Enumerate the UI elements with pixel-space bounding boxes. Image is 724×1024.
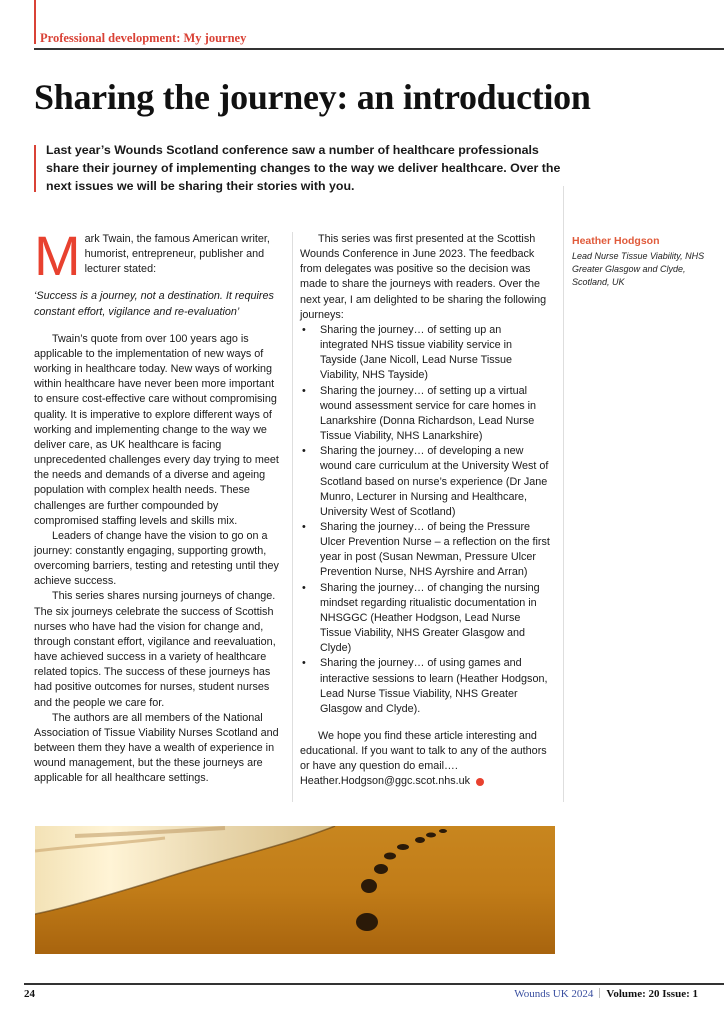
author-box bbox=[572, 235, 722, 289]
closing-text: We hope you find these article interesting and educational. If you want to talk to any of the authors or have any question do email…. bbox=[300, 730, 547, 773]
contact-email[interactable]: Heather.Hodgson@ggc.scot.nhs.uk bbox=[300, 775, 471, 788]
bullet-icon: • bbox=[302, 581, 306, 594]
end-mark-icon bbox=[476, 778, 484, 786]
bullet-icon: • bbox=[302, 657, 306, 670]
page-number: 24 bbox=[24, 988, 35, 1000]
bullet-icon: • bbox=[302, 445, 306, 458]
article-column-2 bbox=[300, 232, 550, 790]
journey-item: • Sharing the journey… of developing a new wound care curriculum at the University West of Scotland based on nurse’s experience (Dr Jane Munro, Lecturer in Nursing and Healthcare, University West of Scotland) bbox=[302, 445, 549, 518]
twain-quote: ‘Success is a journey, not a destination. It requires constant effort, vigilance and re-evaluation’ bbox=[34, 290, 274, 318]
volume-issue: Volume: 20 Issue: 1 bbox=[606, 988, 698, 1000]
footer-journal-info bbox=[514, 988, 698, 1000]
article-column-1 bbox=[34, 224, 284, 786]
column-divider bbox=[292, 232, 293, 802]
footprints-beach-image bbox=[35, 826, 555, 954]
spacer bbox=[300, 717, 550, 729]
standfirst: Last year’s Wounds Scotland conference saw a number of healthcare professionals share their journey of implementing changes to the way we deliver healthcare. Over the next issues we will be sharing their stories with you. bbox=[46, 143, 561, 193]
beach-illustration bbox=[35, 826, 555, 954]
section-label: Professional development: My journey bbox=[40, 31, 247, 45]
author-role: Lead Nurse Tissue Viability, NHS Greater Glasgow and Clyde, Scotland, UK bbox=[572, 251, 705, 287]
bullet-icon: • bbox=[302, 323, 306, 336]
body-paragraph: Leaders of change have the vision to go on a journey: constantly engaging, supporting growth, overcoming barriers, testing and retesting until they achieve success. bbox=[34, 529, 279, 588]
body-paragraph: The authors are all members of the National Association of Tissue Viability Nurses Scotland and between them they have a wealth of experience in wound management, but the these journeys are applicable for all healthcare settings. bbox=[34, 711, 279, 785]
bullet-icon: • bbox=[302, 520, 306, 533]
sidebar-divider bbox=[563, 186, 564, 802]
dropcap: M bbox=[34, 224, 81, 287]
intro-paragraph bbox=[34, 224, 284, 287]
body-paragraph: This series shares nursing journeys of change. The six journeys celebrate the success of Scottish nurses who have had the vision for change and, through constant effort, vigilance and reevaluation, have achieved success in a variety of healthcare related topics. The success of these journeys has had positive outcomes for nurses, student nurses and the people we care for. bbox=[34, 590, 276, 709]
journey-item: • Sharing the journey… of using games and interactive sessions to learn (Heather Hodgson, Lead Nurse Tissue Viability, NHS Greater Glasgow and Clyde). bbox=[302, 657, 548, 715]
intro-text: ark Twain, the famous American writer, humorist, entrepreneur, publisher and lecturer stated: bbox=[84, 233, 270, 276]
standfirst-accent-bar bbox=[34, 145, 36, 192]
journeys-list bbox=[300, 323, 550, 717]
series-intro: This series was first presented at the Scottish Wounds Conference in June 2023. The feedback from delegates was positive so the decision was made to share the journeys with readers. Over the next year, I am delighted to be sharing the following journeys: bbox=[300, 233, 547, 321]
journey-item: • Sharing the journey… of being the Pressure Ulcer Prevention Nurse – a reflection on the first year in post (Susan Newman, Pressure Ulcer Prevention Nurse, NHS Ayrshire and Arran) bbox=[302, 520, 550, 579]
footer-separator bbox=[599, 988, 600, 998]
closing-paragraph bbox=[300, 729, 550, 790]
header-rule bbox=[34, 48, 724, 50]
journal-name: Wounds UK 2024 bbox=[514, 988, 594, 1000]
journey-item: • Sharing the journey… of setting up a virtual wound assessment service for care homes in Lanarkshire (Donna Richardson, Lead Nurse Tissue Viability, NHS Lanarkshire) bbox=[302, 384, 537, 443]
journey-item: • Sharing the journey… of setting up an integrated NHS tissue viability service in Tayside (Jane Nicoll, Lead Nurse Tissue Viability, NHS Tayside) bbox=[302, 323, 513, 382]
footer-rule bbox=[24, 983, 724, 985]
body-paragraph: Twain’s quote from over 100 years ago is applicable to the implementation of new ways of working in healthcare today. New ways of working within healthcare have never been more important to ensure cost-effective care without compromising quality. It is imperative to explore different ways of working and implementing change to the way we deliver care, as UK healthcare is facing unprecedented challenges every day trying to meet the needs and demands of a diverse and ageing population with complex health needs. These challenges are further compounded by compromised staffing levels and skills mix. bbox=[34, 332, 279, 527]
bullet-icon: • bbox=[302, 384, 306, 397]
author-name: Heather Hodgson bbox=[572, 235, 660, 247]
journey-item: • Sharing the journey… of changing the nursing mindset regarding ritualistic documentation in NHSGGC (Heather Hodgson, Lead Nurse Tissue Viability, NHS Greater Glasgow and Clyde) bbox=[302, 581, 540, 655]
header-accent-bar bbox=[34, 0, 36, 44]
article-title: Sharing the journey: an introduction bbox=[34, 77, 591, 117]
